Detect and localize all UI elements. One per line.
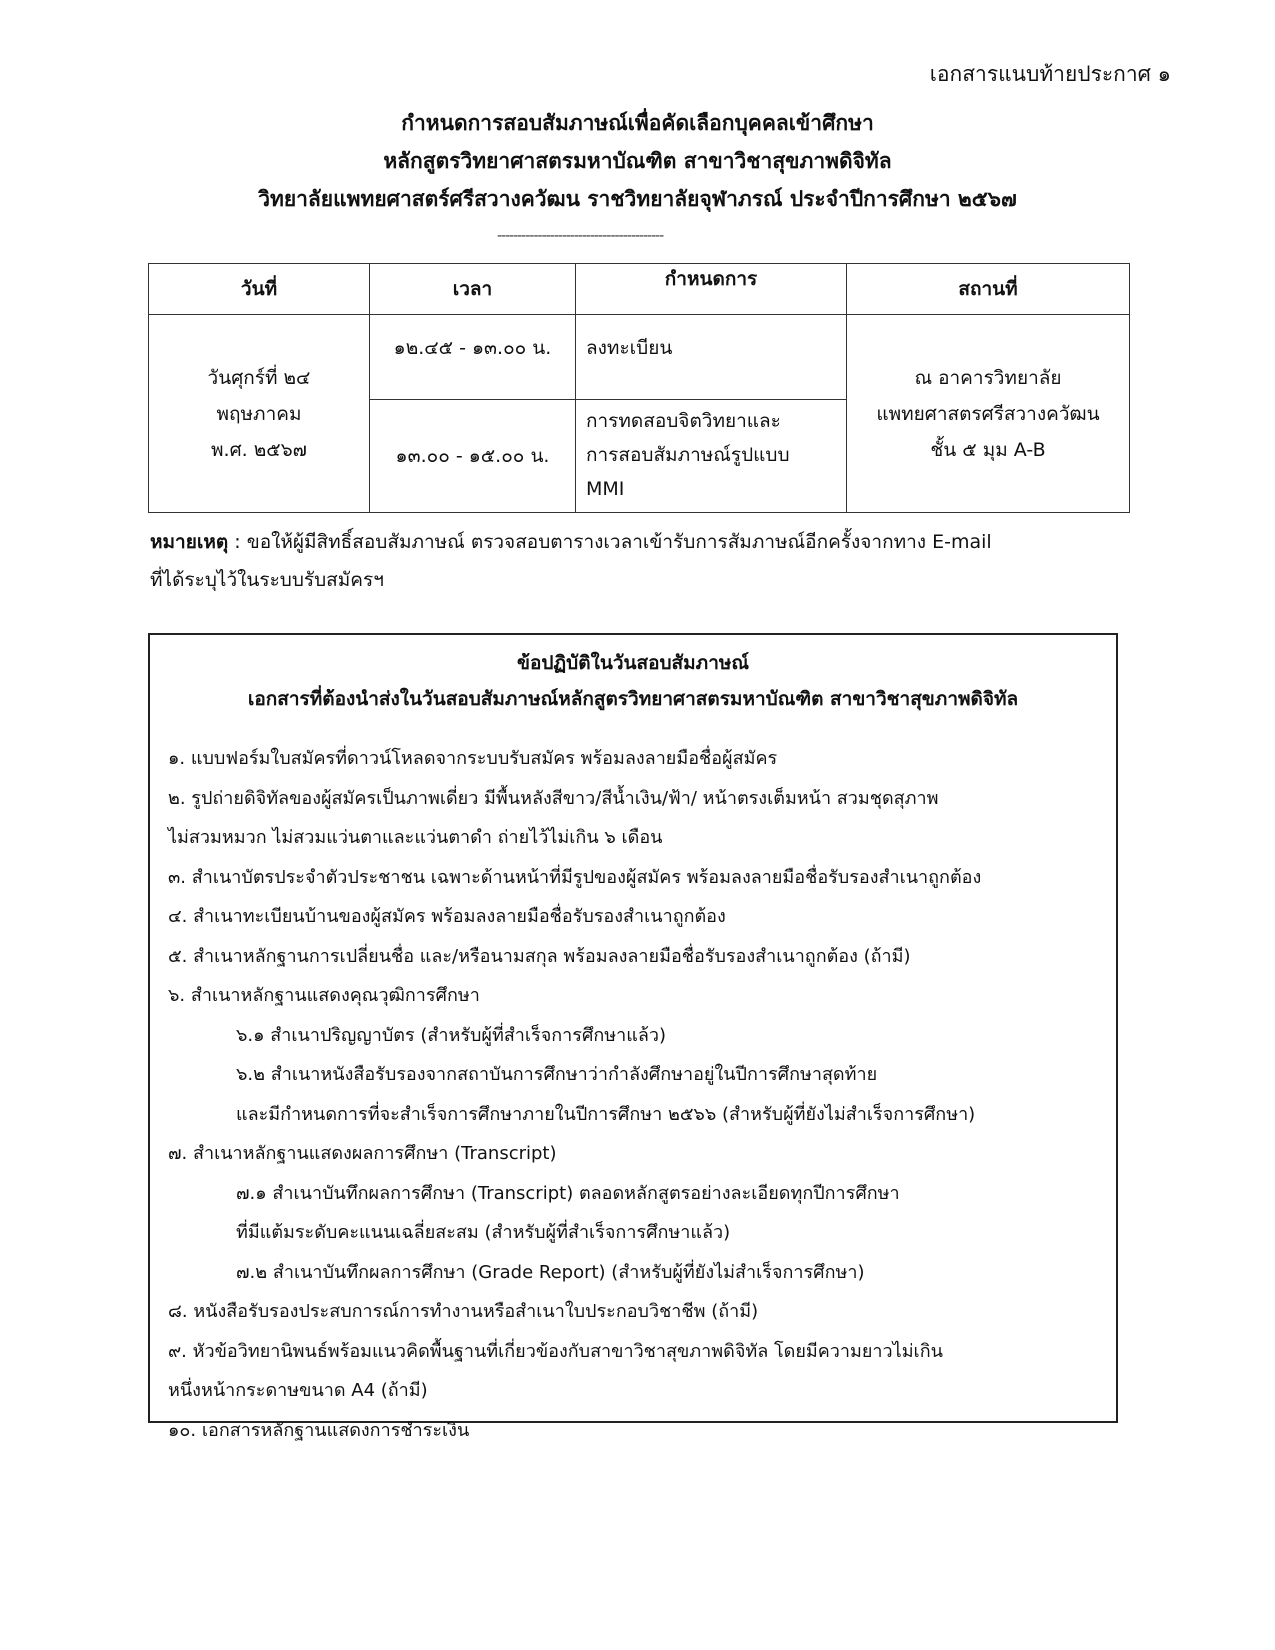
title-line-1: กำหนดการสอบสัมภาษณ์เพื่อคัดเลือกบุคคลเข้าศึกษา — [401, 111, 874, 135]
list-subitem: ที่มีแต้มระดับคะแนนเฉลี่ยสะสม (สำหรับผู้ที่สำเร็จการศึกษาแล้ว) — [236, 1222, 731, 1243]
agenda-cell — [576, 400, 847, 513]
list-subitem: ๖.๒ สำเนาหนังสือรับรองจากสถาบันการศึกษาว่ากำลังศึกษาอยู่ในปีการศึกษาสุดท้าย — [236, 1064, 878, 1085]
agenda-line: ลงทะเบียน — [586, 337, 673, 359]
list-item: ๒. รูปถ่ายดิจิทัลของผู้สมัครเป็นภาพเดี่ยว มีพื้นหลังสีขาว/สีน้ำเงิน/ฟ้า/ หน้าตรงเต็มหน้า สวมชุดสุภาพ — [168, 787, 939, 809]
list-item: ๑๐. เอกสารหลักฐานแสดงการชำระเงิน — [168, 1419, 470, 1441]
list-subitem: ๗.๑ สำเนาบันทึกผลการศึกษา (Transcript) ตลอดหลักสูตรอย่างละเอียดทุกปีการศึกษา — [236, 1182, 900, 1204]
attachment-note: เอกสารแนบท้ายประกาศ ๑ — [929, 62, 1171, 86]
agenda-cell — [576, 315, 847, 400]
date-line: พฤษภาคม — [216, 402, 302, 425]
table-header-row — [149, 264, 1130, 315]
place-line: ชั้น ๕ มุม A-B — [930, 438, 1046, 461]
agenda-line: การทดสอบจิตวิทยาและ — [586, 410, 781, 432]
date-line: พ.ศ. ๒๕๖๗ — [211, 438, 307, 461]
date-line: วันศุกร์ที่ ๒๔ — [207, 366, 311, 389]
required-documents-list — [168, 739, 1116, 1450]
date-cell — [149, 315, 370, 513]
document-title — [140, 104, 1135, 218]
agenda-line: การสอบสัมภาษณ์รูปแบบ — [586, 444, 790, 466]
list-item: ไม่สวมหมวก ไม่สวมแว่นตาและแว่นตาดำ ถ่ายไว้ไม่เกิน ๖ เดือน — [168, 827, 663, 848]
place-cell — [847, 315, 1130, 513]
list-item: ๘. หนังสือรับรองประสบการณ์การทำงานหรือสำเนาใบประกอบวิชาชีพ (ถ้ามี) — [168, 1301, 759, 1322]
title-line-2: หลักสูตรวิทยาศาสตรมหาบัณฑิต สาขาวิชาสุขภาพดิจิทัล — [383, 149, 892, 173]
header-time: เวลา — [370, 264, 576, 315]
header-agenda: กำหนดการ — [576, 264, 847, 315]
box-heading-line-2: เอกสารที่ต้องนำส่งในวันสอบสัมภาษณ์หลักสูตรวิทยาศาสตรมหาบัณฑิต สาขาวิชาสุขภาพดิจิทัล — [247, 688, 1019, 710]
remark-line — [150, 523, 1125, 561]
list-subitem: และมีกำหนดการที่จะสำเร็จการศึกษาภายในปีการศึกษา ๒๕๖๖ (สำหรับผู้ที่ยังไม่สำเร็จการศึกษา) — [236, 1103, 976, 1125]
list-subitem: ๗.๒ สำเนาบันทึกผลการศึกษา (Grade Report) (สำหรับผู้ที่ยังไม่สำเร็จการศึกษา) — [236, 1261, 865, 1283]
remark-text: : ขอให้ผู้มีสิทธิ์สอบสัมภาษณ์ ตรวจสอบตารางเวลาเข้ารับการสัมภาษณ์อีกครั้งจากทาง E-mail — [228, 531, 992, 553]
title-line-3: วิทยาลัยแพทยศาสตร์ศรีสวางควัฒน ราชวิทยาลัยจุฬาภรณ์ ประจำปีการศึกษา ๒๕๖๗ — [258, 187, 1017, 211]
title-divider: ----------------------------------------- — [497, 228, 664, 244]
list-item: ๕. สำเนาหลักฐานการเปลี่ยนชื่อ และ/หรือนามสกุล พร้อมลงลายมือชื่อรับรองสำเนาถูกต้อง (ถ้ามี) — [168, 945, 911, 967]
time-cell: ๑๓.๐๐ - ๑๕.๐๐ น. — [370, 400, 576, 513]
list-item: ๔. สำเนาทะเบียนบ้านของผู้สมัคร พร้อมลงลายมือชื่อรับรองสำเนาถูกต้อง — [168, 906, 726, 927]
box-heading-line-1: ข้อปฏิบัติในวันสอบสัมภาษณ์ — [516, 652, 750, 674]
list-item: ๗. สำเนาหลักฐานแสดงผลการศึกษา (Transcript) — [168, 1143, 557, 1164]
box-heading — [150, 645, 1116, 717]
list-item: ๙. หัวข้อวิทยานิพนธ์พร้อมแนวคิดพื้นฐานที่เกี่ยวข้องกับสาขาวิชาสุขภาพดิจิทัล โดยมีความยาวไม่เกิน — [168, 1340, 943, 1362]
list-item: หนึ่งหน้ากระดาษขนาด A4 (ถ้ามี) — [168, 1380, 428, 1401]
list-item: ๖. สำเนาหลักฐานแสดงคุณวุฒิการศึกษา — [168, 985, 480, 1006]
list-subitem: ๖.๑ สำเนาปริญญาบัตร (สำหรับผู้ที่สำเร็จการศึกษาแล้ว) — [236, 1024, 667, 1046]
remark-label: หมายเหตุ — [150, 531, 229, 553]
interview-schedule-table — [148, 263, 1130, 513]
interview-requirements-box — [148, 633, 1118, 1441]
header-date: วันที่ — [149, 264, 370, 315]
remark-line-2: ที่ได้ระบุไว้ในระบบรับสมัครฯ — [150, 569, 384, 591]
place-line: แพทยศาสตรศรีสวางควัฒน — [876, 402, 1100, 425]
time-cell: ๑๒.๔๕ - ๑๓.๐๐ น. — [370, 315, 576, 400]
place-line: ณ อาคารวิทยาลัย — [914, 366, 1062, 389]
header-place: สถานที่ — [847, 264, 1130, 315]
list-item: ๑. แบบฟอร์มใบสมัครที่ดาวน์โหลดจากระบบรับสมัคร พร้อมลงลายมือชื่อผู้สมัคร — [168, 748, 778, 769]
table-row — [149, 315, 1130, 400]
remark-note — [150, 523, 1125, 599]
agenda-line: MMI — [586, 478, 625, 500]
list-item: ๓. สำเนาบัตรประจำตัวประชาชน เฉพาะด้านหน้าที่มีรูปของผู้สมัคร พร้อมลงลายมือชื่อรับรองสำเนาถูกต้อง — [168, 866, 982, 888]
